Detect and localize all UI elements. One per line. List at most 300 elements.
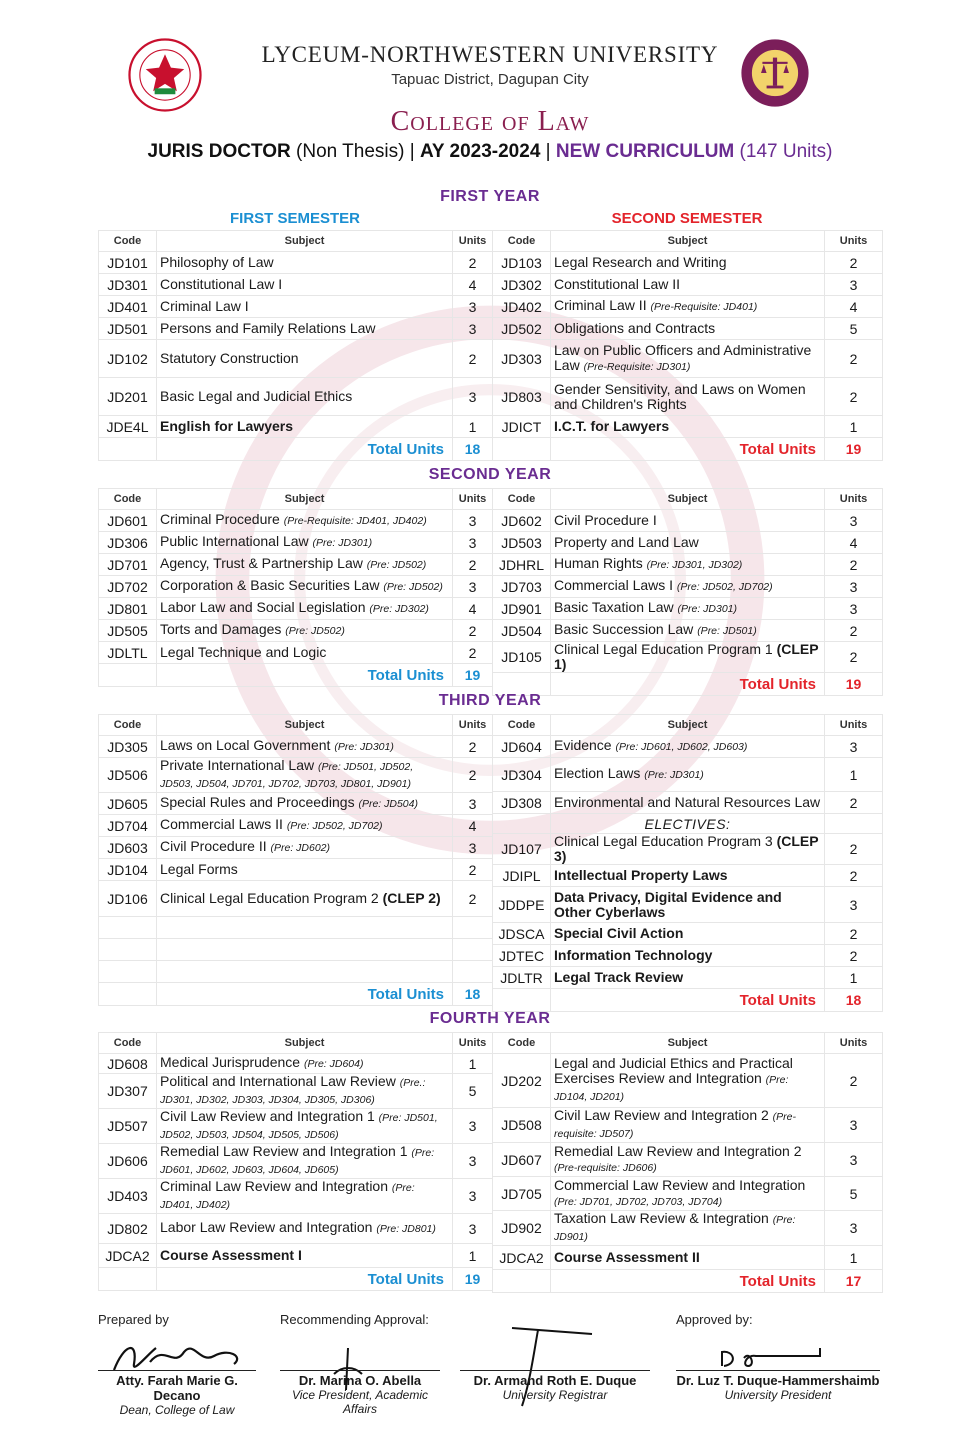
empty-cell: [99, 939, 157, 961]
course-code: JDE4L: [99, 416, 157, 438]
course-units: 3: [453, 837, 493, 859]
empty-cell: [493, 814, 551, 834]
course-row: [493, 296, 883, 318]
year-title: SECOND YEAR: [428, 466, 552, 483]
course-subject: [157, 1109, 453, 1144]
prerequisite: (Pre.: JD301, JD302, JD303, JD304, JD305, JD306): [160, 1077, 426, 1106]
university-location: Tapuac District, Dagupan City: [391, 71, 589, 88]
course-subject: [551, 865, 825, 887]
subject-title: Special Rules and Proceedings: [160, 794, 355, 810]
course-row: [99, 576, 493, 598]
year-title: FOURTH YEAR: [429, 1010, 551, 1027]
course-code: JD501: [99, 318, 157, 340]
course-units: 2: [825, 642, 883, 673]
course-units: 3: [453, 1214, 493, 1244]
subject-title: Commercial Laws II: [160, 816, 283, 832]
course-subject: [157, 318, 453, 340]
course-code: JD803: [493, 378, 551, 416]
course-units: 2: [825, 340, 883, 378]
header-row: [493, 1033, 883, 1054]
prerequisite: (Pre: JD302): [369, 603, 429, 615]
course-row: [493, 620, 883, 642]
prerequisite: (Pre: JD301): [334, 741, 394, 753]
prerequisite: (Pre: JD104, JD201): [554, 1074, 789, 1103]
column-header-code: Code: [99, 1033, 157, 1054]
total-units-value: 19: [825, 673, 883, 696]
course-code: JD705: [493, 1177, 551, 1211]
subject-title: Political and International Law Review: [160, 1073, 396, 1089]
university-name: LYCEUM-NORTHWESTERN UNIVERSITY: [261, 42, 719, 67]
course-subject: [551, 1211, 825, 1246]
course-subject: [551, 758, 825, 792]
subject-title: Special Civil Action: [554, 925, 684, 941]
course-subject: [157, 859, 453, 881]
course-units: 1: [825, 1246, 883, 1270]
course-code: JD607: [493, 1143, 551, 1177]
subject-title: Commercial Law Review and Integration: [554, 1176, 806, 1193]
header-row: [493, 489, 883, 510]
course-units: 1: [453, 1244, 493, 1268]
empty-cell: [157, 961, 453, 983]
course-units: 4: [825, 296, 883, 318]
course-code: JD506: [99, 758, 157, 793]
prerequisite: (Pre: JD301): [312, 537, 373, 549]
first-semester-title: FIRST SEMESTER: [229, 210, 360, 227]
course-units: 2: [453, 642, 493, 664]
course-row: [493, 1108, 883, 1143]
subject-title: Clinical Legal Education Program 1: [554, 641, 773, 657]
course-subject: [157, 340, 453, 378]
course-units: 3: [453, 1109, 493, 1144]
course-code: JD302: [493, 274, 551, 296]
course-units: 1: [825, 416, 883, 438]
course-units: 2: [453, 620, 493, 642]
header-row: [99, 1033, 493, 1054]
total-units-label: Total Units: [157, 438, 453, 461]
course-units: 2: [825, 252, 883, 274]
total-units-row: [493, 1270, 883, 1293]
course-subject: [551, 318, 825, 340]
course-row: [99, 340, 493, 378]
total-units-label: Total Units: [157, 1268, 453, 1291]
course-row: [493, 1246, 883, 1270]
subject-title: Law on Public Officers and Administrative Law: [554, 341, 812, 373]
course-subject: [551, 576, 825, 598]
prerequisite: (Pre-Requisite: JD401): [650, 301, 758, 313]
course-row: [99, 815, 493, 837]
course-row: [493, 923, 883, 945]
total-units-value: 19: [453, 1268, 493, 1291]
prerequisite: (Pre: JD602): [270, 842, 331, 854]
course-row: [493, 416, 883, 438]
course-row: [493, 792, 883, 814]
course-subject: [551, 598, 825, 620]
prerequisite: (Pre: JD401, JD402): [160, 1182, 415, 1211]
second-semester-table: [492, 488, 883, 696]
header-row: [99, 231, 493, 252]
signature-section: [98, 1308, 898, 1428]
prerequisite: (Pre: JD501, JD502, JD503, JD504, JD505, JD506): [160, 1112, 438, 1141]
course-row: [99, 416, 493, 438]
column-header-subject: Subject: [157, 231, 453, 252]
total-units-value: 19: [453, 664, 493, 687]
course-units: 3: [825, 576, 883, 598]
year-section-second: [98, 466, 882, 693]
course-units: 2: [825, 923, 883, 945]
subject-title: Election Laws: [554, 765, 641, 781]
course-units: 3: [453, 296, 493, 318]
course-subject: [157, 815, 453, 837]
course-row: [99, 1109, 493, 1144]
course-units: 3: [825, 887, 883, 923]
empty-cell: [157, 939, 453, 961]
course-code: JD106: [99, 881, 157, 917]
course-code: JD105: [493, 642, 551, 673]
subject-title: Intellectual Property Laws: [554, 867, 728, 883]
first-semester-table: [98, 488, 493, 687]
total-units-value: 19: [825, 438, 883, 461]
prerequisite: (Pre: JD601, JD602, JD603, JD604, JD605): [160, 1147, 435, 1176]
course-subject: [551, 792, 825, 814]
course-units: 2: [825, 1054, 883, 1108]
subject-title: Course Assessment II: [554, 1249, 700, 1265]
course-units: 2: [825, 792, 883, 814]
course-row: [493, 274, 883, 296]
prerequisite: (Pre: JD301): [644, 769, 704, 781]
column-header-subject: Subject: [551, 715, 825, 736]
course-code: JD702: [99, 576, 157, 598]
column-header-code: Code: [99, 715, 157, 736]
course-code: JD301: [99, 274, 157, 296]
prerequisite: (Pre: JD601, JD602, JD603): [615, 741, 748, 753]
course-subject: [157, 554, 453, 576]
course-units: 2: [453, 859, 493, 881]
course-row: [493, 967, 883, 989]
course-units: 3: [453, 1179, 493, 1214]
course-units: 2: [453, 340, 493, 378]
prerequisite: (Pre: JD502, JD702): [676, 581, 773, 593]
empty-cell: [493, 1270, 551, 1293]
subject-title: Human Rights: [554, 555, 643, 571]
course-subject: [157, 576, 453, 598]
subject-title: Torts and Damages: [160, 621, 282, 637]
course-units: 3: [825, 1211, 883, 1246]
header-row: [493, 231, 883, 252]
prerequisite: (Pre-Requisite: JD301): [583, 360, 691, 373]
separator: |: [545, 141, 551, 162]
empty-cell: [157, 917, 453, 939]
prerequisite: (Pre: JD502): [285, 625, 345, 637]
course-subject: [157, 793, 453, 815]
subject-title: Labor Law and Social Legislation: [160, 599, 366, 615]
course-subject: [157, 598, 453, 620]
course-subject: [551, 736, 825, 758]
course-subject: [157, 252, 453, 274]
subject-title: Philosophy of Law: [160, 254, 274, 270]
second-semester-table: [492, 230, 883, 461]
column-header-units: Units: [453, 1033, 493, 1054]
second-semester-title: SECOND SEMESTER: [611, 210, 763, 227]
empty-cell: [453, 939, 493, 961]
signatory-name: Dr. Armand Roth E. Duque: [473, 1373, 637, 1388]
course-units: 3: [825, 736, 883, 758]
course-units: 2: [825, 378, 883, 416]
course-units: 2: [453, 252, 493, 274]
course-code: JD801: [99, 598, 157, 620]
course-subject: [551, 554, 825, 576]
course-subject: [551, 642, 825, 673]
course-units: 2: [453, 736, 493, 758]
course-row: [99, 1074, 493, 1109]
course-subject: [551, 834, 825, 865]
subject-title: Gender Sensitivity, and Laws on Women and Children's Rights: [554, 380, 806, 412]
signatory-title: University President: [724, 1388, 832, 1402]
subject-title: Labor Law Review and Integration: [160, 1219, 373, 1235]
subject-title: Civil Law Review and Integration 2: [554, 1107, 769, 1123]
course-units: 3: [453, 1144, 493, 1179]
subject-title: Statutory Construction: [160, 350, 299, 366]
subject-title: Obligations and Contracts: [554, 320, 716, 336]
course-code: JD202: [493, 1054, 551, 1108]
subject-title: Legal Technique and Logic: [160, 644, 327, 660]
course-code: JD605: [99, 793, 157, 815]
document-header: [0, 28, 980, 178]
course-subject: [551, 887, 825, 923]
course-row: [99, 837, 493, 859]
course-row: [493, 532, 883, 554]
column-header-subject: Subject: [157, 1033, 453, 1054]
signatory-title: University Registrar: [502, 1388, 608, 1402]
course-row: [493, 642, 883, 673]
curriculum-label: NEW CURRICULUM: [555, 141, 735, 162]
signatory-registrar: [460, 1370, 650, 1402]
subject-title: English for Lawyers: [160, 418, 294, 434]
course-units: 5: [825, 1177, 883, 1211]
subject-title: Data Privacy, Digital Evidence and Other Cyberlaws: [554, 888, 782, 920]
subject-title: Medical Jurisprudence: [160, 1054, 301, 1070]
prerequisite: (Pre: JD801): [376, 1223, 436, 1235]
course-row: [493, 945, 883, 967]
course-subject: [157, 642, 453, 664]
course-code: JD107: [493, 834, 551, 865]
course-units: 3: [453, 576, 493, 598]
year-title: THIRD YEAR: [438, 692, 542, 709]
empty-cell: [99, 438, 157, 461]
course-units: 3: [825, 274, 883, 296]
course-units: 1: [453, 416, 493, 438]
subject-title: Legal and Judicial Ethics and Practical Exercises Review and Integration: [554, 1055, 793, 1086]
course-row: [493, 554, 883, 576]
course-code: JD601: [99, 510, 157, 532]
course-code: JD608: [99, 1054, 157, 1074]
course-code: JD306: [99, 532, 157, 554]
course-units: 2: [825, 554, 883, 576]
subject-title: Criminal Procedure: [160, 511, 280, 527]
subject-title: Remedial Law Review and Integration 2: [554, 1142, 802, 1159]
signatory-name: Atty. Farah Marie G. Decano: [116, 1373, 238, 1403]
prepared-by-label: Prepared by: [98, 1312, 169, 1327]
total-units-label: Total Units: [157, 664, 453, 687]
course-units: 1: [825, 758, 883, 792]
course-row: [99, 532, 493, 554]
course-row: [99, 1179, 493, 1214]
prerequisite: (Pre: JD301, JD302): [646, 559, 743, 571]
course-row: [99, 1054, 493, 1074]
prerequisite: (Pre-requisite: JD606): [554, 1161, 657, 1174]
course-subject: [551, 296, 825, 318]
course-code: JDTEC: [493, 945, 551, 967]
course-code: JDIPL: [493, 865, 551, 887]
header-row: [493, 715, 883, 736]
subject-title: Corporation & Basic Securities Law: [160, 577, 380, 593]
total-program-units: (147 Units): [739, 141, 833, 162]
college-of-law-seal-icon: [740, 38, 810, 108]
course-subject: [157, 510, 453, 532]
empty-cell: [453, 961, 493, 983]
course-units: 4: [453, 815, 493, 837]
course-row: [493, 340, 883, 378]
column-header-subject: Subject: [551, 231, 825, 252]
prerequisite: (Pre-Requisite: JD401, JD402): [283, 515, 427, 527]
subject-title: Constitutional Law I: [160, 276, 283, 292]
prerequisite: (Pre-requisite: JD507): [554, 1111, 797, 1140]
header-row: [99, 715, 493, 736]
prerequisite: (Pre: JD604): [303, 1058, 364, 1070]
program-line: [0, 141, 980, 163]
subject-title: Private International Law: [160, 757, 315, 773]
subject-title: Constitutional Law II: [554, 276, 681, 292]
course-code: JD602: [493, 510, 551, 532]
subject-title: Remedial Law Review and Integration 1: [160, 1143, 408, 1159]
subject-title: Persons and Family Relations Law: [160, 320, 376, 336]
year-section-third: [98, 692, 882, 1009]
program-name: JURIS DOCTOR: [147, 141, 291, 162]
course-code: JDICT: [493, 416, 551, 438]
subject-title: Agency, Trust & Partnership Law: [160, 555, 363, 571]
header-row: [99, 489, 493, 510]
signatory-name: Dr. Marina O. Abella: [298, 1373, 422, 1388]
course-units: 2: [825, 834, 883, 865]
empty-cell: [493, 989, 551, 1012]
subject-suffix: (CLEP 3): [554, 833, 819, 864]
recommending-label: Recommending Approval:: [280, 1312, 429, 1327]
subject-title: Criminal Law Review and Integration: [160, 1178, 388, 1194]
subject-title: Basic Taxation Law: [554, 599, 674, 615]
course-units: 3: [825, 1143, 883, 1177]
subject-title: Laws on Local Government: [160, 737, 331, 753]
empty-row: [99, 961, 493, 983]
subject-title: Criminal Law I: [160, 298, 249, 314]
course-units: 3: [825, 510, 883, 532]
course-row: [99, 642, 493, 664]
course-subject: [157, 881, 453, 917]
course-subject: [157, 736, 453, 758]
course-code: JD902: [493, 1211, 551, 1246]
course-subject: [551, 620, 825, 642]
subject-title: Public International Law: [160, 533, 309, 549]
course-subject: [157, 837, 453, 859]
subject-title: Civil Law Review and Integration 1: [160, 1108, 375, 1124]
subject-title: Civil Procedure I: [554, 512, 657, 528]
course-subject: [551, 1143, 825, 1177]
course-row: [493, 758, 883, 792]
course-subject: [551, 510, 825, 532]
course-subject: [551, 1108, 825, 1143]
course-subject: [551, 340, 825, 378]
course-code: JD701: [99, 554, 157, 576]
course-subject: [157, 758, 453, 793]
column-header-units: Units: [453, 715, 493, 736]
subject-title: Information Technology: [554, 947, 713, 963]
total-units-row: [99, 1268, 493, 1291]
course-code: JD303: [493, 340, 551, 378]
subject-title: Legal Research and Writing: [554, 254, 727, 270]
column-header-units: Units: [825, 231, 883, 252]
course-code: JD308: [493, 792, 551, 814]
prerequisite: (Pre: JD501, JD502, JD503, JD504, JD701, JD702, JD703, JD801, JD901): [160, 761, 414, 790]
prerequisite: (Pre: JD901): [554, 1214, 796, 1243]
course-row: [99, 881, 493, 917]
course-code: JD307: [99, 1074, 157, 1109]
course-code: JD502: [493, 318, 551, 340]
course-code: JD305: [99, 736, 157, 758]
subject-title: Environmental and Natural Resources Law: [554, 794, 821, 810]
empty-row: [99, 939, 493, 961]
course-code: JD704: [99, 815, 157, 837]
course-code: JD403: [99, 1179, 157, 1214]
course-units: 3: [453, 378, 493, 416]
subject-title: Civil Procedure II: [160, 838, 267, 854]
course-units: 2: [453, 554, 493, 576]
total-units-label: Total Units: [551, 1270, 825, 1293]
course-row: [99, 252, 493, 274]
course-row: [99, 510, 493, 532]
year-section-first: [98, 188, 882, 460]
column-header-units: Units: [453, 489, 493, 510]
course-subject: [551, 416, 825, 438]
course-subject: [551, 532, 825, 554]
course-units: 3: [453, 318, 493, 340]
course-row: [493, 1143, 883, 1177]
course-row: [493, 318, 883, 340]
course-row: [99, 274, 493, 296]
course-row: [493, 1211, 883, 1246]
total-units-row: [99, 438, 493, 461]
empty-cell: [825, 814, 883, 834]
course-row: [493, 576, 883, 598]
subject-title: Property and Land Law: [554, 534, 699, 550]
course-units: 4: [453, 598, 493, 620]
course-units: 2: [453, 881, 493, 917]
prerequisite: (Pre: JD501): [697, 625, 757, 637]
subject-title: Legal Forms: [160, 861, 238, 877]
signatory-president: [676, 1370, 880, 1402]
subject-title: Clinical Legal Education Program 3: [554, 833, 773, 849]
second-semester-table: [492, 1032, 883, 1293]
course-units: 2: [825, 945, 883, 967]
course-row: [99, 736, 493, 758]
electives-row: [493, 814, 883, 834]
total-units-value: 18: [453, 983, 493, 1006]
course-units: 2: [453, 758, 493, 793]
subject-title: Basic Legal and Judicial Ethics: [160, 388, 353, 404]
course-row: [493, 510, 883, 532]
course-subject: [157, 296, 453, 318]
course-subject: [551, 252, 825, 274]
signatory-vpaa: [280, 1370, 440, 1416]
course-units: 2: [825, 865, 883, 887]
course-row: [493, 887, 883, 923]
